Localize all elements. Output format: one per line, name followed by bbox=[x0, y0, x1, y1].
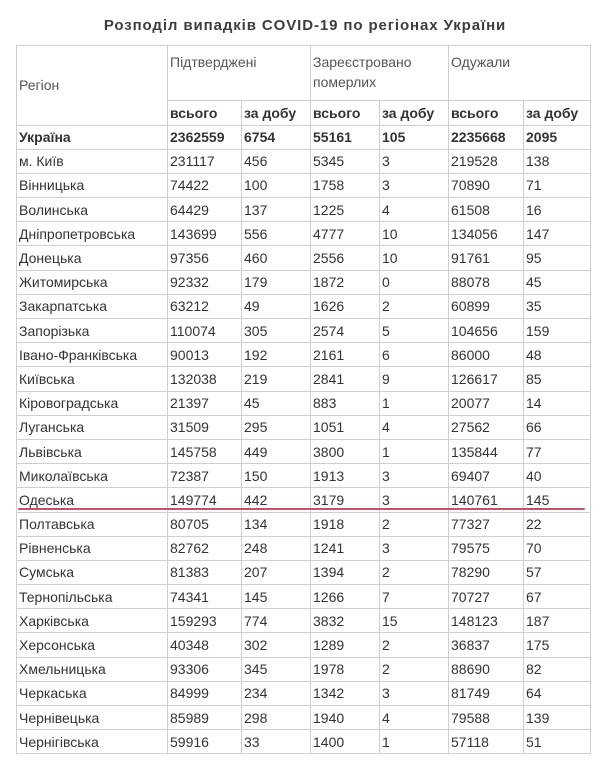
cell-region: Полтавська bbox=[17, 512, 168, 536]
cell-confirmed-per-day: 192 bbox=[242, 343, 311, 367]
cell-confirmed-total: 85989 bbox=[168, 706, 242, 730]
cell-region: Сумська bbox=[17, 560, 168, 584]
cell-region: Вінницька bbox=[17, 173, 168, 197]
cell-region: Запорізька bbox=[17, 319, 168, 343]
subheader-deaths-total: всього bbox=[311, 101, 380, 126]
cell-recovered-total: 27562 bbox=[449, 415, 524, 439]
cell-recovered-total: 91761 bbox=[449, 246, 524, 270]
table-row bbox=[17, 657, 591, 681]
header-deaths: Зареєстровано померлих bbox=[311, 46, 449, 101]
table-row bbox=[17, 585, 591, 609]
cell-recovered-total: 148123 bbox=[449, 609, 524, 633]
cell-recovered-per-day: 147 bbox=[524, 222, 591, 246]
cell-recovered-total: 70890 bbox=[449, 173, 524, 197]
table-row bbox=[17, 633, 591, 657]
cell-confirmed-total: 64429 bbox=[168, 198, 242, 222]
cell-recovered-total: 135844 bbox=[449, 439, 524, 463]
cell-region: Івано-Франківська bbox=[17, 343, 168, 367]
cell-deaths-total: 3800 bbox=[311, 439, 380, 463]
table-header-row bbox=[17, 46, 591, 101]
table-row bbox=[17, 270, 591, 294]
cell-deaths-total: 1051 bbox=[311, 415, 380, 439]
cell-recovered-per-day: 77 bbox=[524, 439, 591, 463]
cell-confirmed-per-day: 49 bbox=[242, 294, 311, 318]
cell-deaths-total: 3832 bbox=[311, 609, 380, 633]
cell-region: Закарпатська bbox=[17, 294, 168, 318]
cell-deaths-per-day: 105 bbox=[380, 125, 449, 149]
cell-deaths-total: 1225 bbox=[311, 198, 380, 222]
cell-recovered-per-day: 175 bbox=[524, 633, 591, 657]
cell-recovered-total: 70727 bbox=[449, 585, 524, 609]
cell-confirmed-total: 90013 bbox=[168, 343, 242, 367]
cell-confirmed-total: 97356 bbox=[168, 246, 242, 270]
subheader-recovered-per-day: за добу bbox=[524, 101, 591, 126]
cell-confirmed-per-day: 302 bbox=[242, 633, 311, 657]
cell-deaths-total: 1978 bbox=[311, 657, 380, 681]
table-row bbox=[17, 512, 591, 536]
cell-recovered-total: 88690 bbox=[449, 657, 524, 681]
cell-recovered-per-day: 16 bbox=[524, 198, 591, 222]
cell-deaths-per-day: 3 bbox=[380, 681, 449, 705]
cell-region: Тернопільська bbox=[17, 585, 168, 609]
cell-confirmed-total: 92332 bbox=[168, 270, 242, 294]
cell-confirmed-per-day: 305 bbox=[242, 319, 311, 343]
cell-confirmed-total: 143699 bbox=[168, 222, 242, 246]
cell-recovered-total: 219528 bbox=[449, 149, 524, 173]
cell-region: Луганська bbox=[17, 415, 168, 439]
cell-recovered-per-day: 82 bbox=[524, 657, 591, 681]
cell-recovered-per-day: 57 bbox=[524, 560, 591, 584]
cell-deaths-total: 1872 bbox=[311, 270, 380, 294]
cell-deaths-per-day: 7 bbox=[380, 585, 449, 609]
page-title: Розподіл випадків COVID-19 по регіонах України bbox=[103, 17, 507, 34]
cell-confirmed-per-day: 295 bbox=[242, 415, 311, 439]
cell-recovered-total: 134056 bbox=[449, 222, 524, 246]
table-row bbox=[17, 439, 591, 463]
cell-confirmed-total: 72387 bbox=[168, 464, 242, 488]
cell-deaths-total: 1626 bbox=[311, 294, 380, 318]
table-row bbox=[17, 246, 591, 270]
cell-deaths-per-day: 3 bbox=[380, 173, 449, 197]
cell-recovered-per-day: 159 bbox=[524, 319, 591, 343]
cell-deaths-per-day: 1 bbox=[380, 439, 449, 463]
table-row bbox=[17, 706, 591, 730]
cell-region: Донецька bbox=[17, 246, 168, 270]
cell-region: Волинська bbox=[17, 198, 168, 222]
cell-deaths-per-day: 10 bbox=[380, 222, 449, 246]
cell-deaths-per-day: 1 bbox=[380, 391, 449, 415]
cell-deaths-per-day: 2 bbox=[380, 633, 449, 657]
cell-confirmed-total: 59916 bbox=[168, 730, 242, 754]
cell-region: Київська bbox=[17, 367, 168, 391]
table-row bbox=[17, 173, 591, 197]
cell-confirmed-total: 159293 bbox=[168, 609, 242, 633]
cell-confirmed-per-day: 145 bbox=[242, 585, 311, 609]
cell-deaths-per-day: 4 bbox=[380, 415, 449, 439]
cell-confirmed-total: 74341 bbox=[168, 585, 242, 609]
subheader-recovered-total: всього bbox=[449, 101, 524, 126]
cell-deaths-per-day: 2 bbox=[380, 560, 449, 584]
cell-confirmed-per-day: 556 bbox=[242, 222, 311, 246]
cell-confirmed-per-day: 45 bbox=[242, 391, 311, 415]
table-row bbox=[17, 415, 591, 439]
cell-region: Дніпропетровська bbox=[17, 222, 168, 246]
cell-confirmed-total: 93306 bbox=[168, 657, 242, 681]
cell-recovered-per-day: 40 bbox=[524, 464, 591, 488]
cell-deaths-total: 1400 bbox=[311, 730, 380, 754]
cell-region: м. Київ bbox=[17, 149, 168, 173]
cell-confirmed-per-day: 134 bbox=[242, 512, 311, 536]
cell-recovered-per-day: 85 bbox=[524, 367, 591, 391]
cell-confirmed-total: 81383 bbox=[168, 560, 242, 584]
cell-recovered-total: 36837 bbox=[449, 633, 524, 657]
cell-deaths-per-day: 4 bbox=[380, 706, 449, 730]
cell-deaths-total: 1758 bbox=[311, 173, 380, 197]
cell-deaths-total: 1241 bbox=[311, 536, 380, 560]
cell-confirmed-total: 110074 bbox=[168, 319, 242, 343]
cell-confirmed-per-day: 179 bbox=[242, 270, 311, 294]
cell-region: Херсонська bbox=[17, 633, 168, 657]
cell-recovered-total: 81749 bbox=[449, 681, 524, 705]
table-row bbox=[17, 609, 591, 633]
cell-confirmed-per-day: 33 bbox=[242, 730, 311, 754]
cell-confirmed-per-day: 219 bbox=[242, 367, 311, 391]
cell-confirmed-total: 145758 bbox=[168, 439, 242, 463]
cell-recovered-total: 79575 bbox=[449, 536, 524, 560]
cell-region: Черкаська bbox=[17, 681, 168, 705]
cell-deaths-total: 883 bbox=[311, 391, 380, 415]
cell-recovered-per-day: 145 bbox=[524, 488, 591, 512]
cell-recovered-total: 79588 bbox=[449, 706, 524, 730]
cell-deaths-per-day: 2 bbox=[380, 657, 449, 681]
cell-recovered-total: 88078 bbox=[449, 270, 524, 294]
cell-deaths-per-day: 9 bbox=[380, 367, 449, 391]
table-row bbox=[17, 536, 591, 560]
cell-deaths-per-day: 6 bbox=[380, 343, 449, 367]
cell-region: Одеська bbox=[17, 488, 168, 512]
cell-recovered-per-day: 187 bbox=[524, 609, 591, 633]
cell-deaths-per-day: 15 bbox=[380, 609, 449, 633]
cell-confirmed-total: 2362559 bbox=[168, 125, 242, 149]
cell-recovered-total: 126617 bbox=[449, 367, 524, 391]
cell-confirmed-per-day: 345 bbox=[242, 657, 311, 681]
cell-region: Чернівецька bbox=[17, 706, 168, 730]
cell-deaths-per-day: 4 bbox=[380, 198, 449, 222]
cell-confirmed-per-day: 248 bbox=[242, 536, 311, 560]
cell-confirmed-total: 82762 bbox=[168, 536, 242, 560]
cell-confirmed-per-day: 298 bbox=[242, 706, 311, 730]
table-row bbox=[17, 367, 591, 391]
cell-deaths-total: 2556 bbox=[311, 246, 380, 270]
cell-confirmed-per-day: 137 bbox=[242, 198, 311, 222]
cell-recovered-per-day: 22 bbox=[524, 512, 591, 536]
cell-deaths-per-day: 10 bbox=[380, 246, 449, 270]
table-row bbox=[17, 198, 591, 222]
subheader-deaths-per-day: за добу bbox=[380, 101, 449, 126]
cell-confirmed-per-day: 100 bbox=[242, 173, 311, 197]
cell-deaths-total: 3179 bbox=[311, 488, 380, 512]
cell-deaths-per-day: 5 bbox=[380, 319, 449, 343]
cell-confirmed-total: 31509 bbox=[168, 415, 242, 439]
cell-deaths-total: 55161 bbox=[311, 125, 380, 149]
cell-deaths-per-day: 0 bbox=[380, 270, 449, 294]
cell-confirmed-per-day: 774 bbox=[242, 609, 311, 633]
cell-region: Житомирська bbox=[17, 270, 168, 294]
table-row bbox=[17, 222, 591, 246]
cell-recovered-total: 77327 bbox=[449, 512, 524, 536]
cell-deaths-total: 2574 bbox=[311, 319, 380, 343]
table-row bbox=[17, 149, 591, 173]
highlight-underline bbox=[18, 508, 585, 510]
table-row bbox=[17, 294, 591, 318]
cell-recovered-per-day: 45 bbox=[524, 270, 591, 294]
cell-confirmed-total: 149774 bbox=[168, 488, 242, 512]
cell-confirmed-per-day: 456 bbox=[242, 149, 311, 173]
cell-recovered-per-day: 14 bbox=[524, 391, 591, 415]
cell-confirmed-total: 132038 bbox=[168, 367, 242, 391]
cell-region: Львівська bbox=[17, 439, 168, 463]
cell-deaths-total: 5345 bbox=[311, 149, 380, 173]
cell-deaths-total: 1342 bbox=[311, 681, 380, 705]
table-row bbox=[17, 319, 591, 343]
cell-recovered-total: 20077 bbox=[449, 391, 524, 415]
subheader-confirmed-per-day: за добу bbox=[242, 101, 311, 126]
cell-deaths-total: 1289 bbox=[311, 633, 380, 657]
cell-confirmed-total: 84999 bbox=[168, 681, 242, 705]
cell-recovered-per-day: 48 bbox=[524, 343, 591, 367]
cell-recovered-total: 57118 bbox=[449, 730, 524, 754]
cell-deaths-total: 4777 bbox=[311, 222, 380, 246]
cell-confirmed-total: 74422 bbox=[168, 173, 242, 197]
table-row bbox=[17, 464, 591, 488]
table-row bbox=[17, 343, 591, 367]
cell-confirmed-total: 80705 bbox=[168, 512, 242, 536]
cell-region: Рівненська bbox=[17, 536, 168, 560]
cell-recovered-per-day: 66 bbox=[524, 415, 591, 439]
cell-recovered-total: 61508 bbox=[449, 198, 524, 222]
cell-confirmed-per-day: 6754 bbox=[242, 125, 311, 149]
cell-confirmed-total: 40348 bbox=[168, 633, 242, 657]
cell-recovered-total: 69407 bbox=[449, 464, 524, 488]
cell-recovered-per-day: 35 bbox=[524, 294, 591, 318]
cell-deaths-per-day: 2 bbox=[380, 512, 449, 536]
cell-deaths-total: 1918 bbox=[311, 512, 380, 536]
table-row bbox=[17, 125, 591, 149]
cell-recovered-per-day: 2095 bbox=[524, 125, 591, 149]
cell-recovered-per-day: 71 bbox=[524, 173, 591, 197]
header-region: Регіон bbox=[17, 46, 168, 126]
cell-deaths-per-day: 3 bbox=[380, 536, 449, 560]
cell-recovered-per-day: 139 bbox=[524, 706, 591, 730]
cell-recovered-per-day: 51 bbox=[524, 730, 591, 754]
cell-deaths-total: 1940 bbox=[311, 706, 380, 730]
header-recovered: Одужали bbox=[449, 46, 591, 101]
cell-recovered-total: 2235668 bbox=[449, 125, 524, 149]
cell-region: Кіровоградська bbox=[17, 391, 168, 415]
cell-deaths-per-day: 2 bbox=[380, 294, 449, 318]
cell-region: Хмельницька bbox=[17, 657, 168, 681]
cell-deaths-total: 1913 bbox=[311, 464, 380, 488]
table-row bbox=[17, 681, 591, 705]
cell-deaths-per-day: 3 bbox=[380, 464, 449, 488]
cell-confirmed-per-day: 150 bbox=[242, 464, 311, 488]
cell-confirmed-per-day: 460 bbox=[242, 246, 311, 270]
cell-deaths-per-day: 1 bbox=[380, 730, 449, 754]
header-confirmed: Підтверджені bbox=[168, 46, 311, 101]
cell-deaths-total: 1394 bbox=[311, 560, 380, 584]
cell-confirmed-total: 231117 bbox=[168, 149, 242, 173]
cell-recovered-total: 86000 bbox=[449, 343, 524, 367]
covid-regions-table bbox=[16, 45, 591, 754]
cell-recovered-per-day: 95 bbox=[524, 246, 591, 270]
cell-deaths-per-day: 3 bbox=[380, 149, 449, 173]
cell-confirmed-total: 21397 bbox=[168, 391, 242, 415]
cell-confirmed-total: 63212 bbox=[168, 294, 242, 318]
table-row bbox=[17, 560, 591, 584]
cell-recovered-per-day: 64 bbox=[524, 681, 591, 705]
cell-region: Чернігівська bbox=[17, 730, 168, 754]
cell-deaths-total: 2161 bbox=[311, 343, 380, 367]
cell-recovered-total: 104656 bbox=[449, 319, 524, 343]
cell-deaths-total: 1266 bbox=[311, 585, 380, 609]
cell-confirmed-per-day: 442 bbox=[242, 488, 311, 512]
cell-confirmed-per-day: 234 bbox=[242, 681, 311, 705]
table-row bbox=[17, 391, 591, 415]
cell-region: Харківська bbox=[17, 609, 168, 633]
cell-recovered-total: 140761 bbox=[449, 488, 524, 512]
cell-confirmed-per-day: 449 bbox=[242, 439, 311, 463]
cell-confirmed-per-day: 207 bbox=[242, 560, 311, 584]
cell-region: Україна bbox=[17, 125, 168, 149]
table-row bbox=[17, 730, 591, 754]
cell-recovered-per-day: 70 bbox=[524, 536, 591, 560]
cell-deaths-per-day: 3 bbox=[380, 488, 449, 512]
cell-region: Миколаївська bbox=[17, 464, 168, 488]
cell-deaths-total: 2841 bbox=[311, 367, 380, 391]
cell-recovered-total: 60899 bbox=[449, 294, 524, 318]
cell-recovered-per-day: 138 bbox=[524, 149, 591, 173]
cell-recovered-total: 78290 bbox=[449, 560, 524, 584]
subheader-confirmed-total: всього bbox=[168, 101, 242, 126]
cell-recovered-per-day: 67 bbox=[524, 585, 591, 609]
